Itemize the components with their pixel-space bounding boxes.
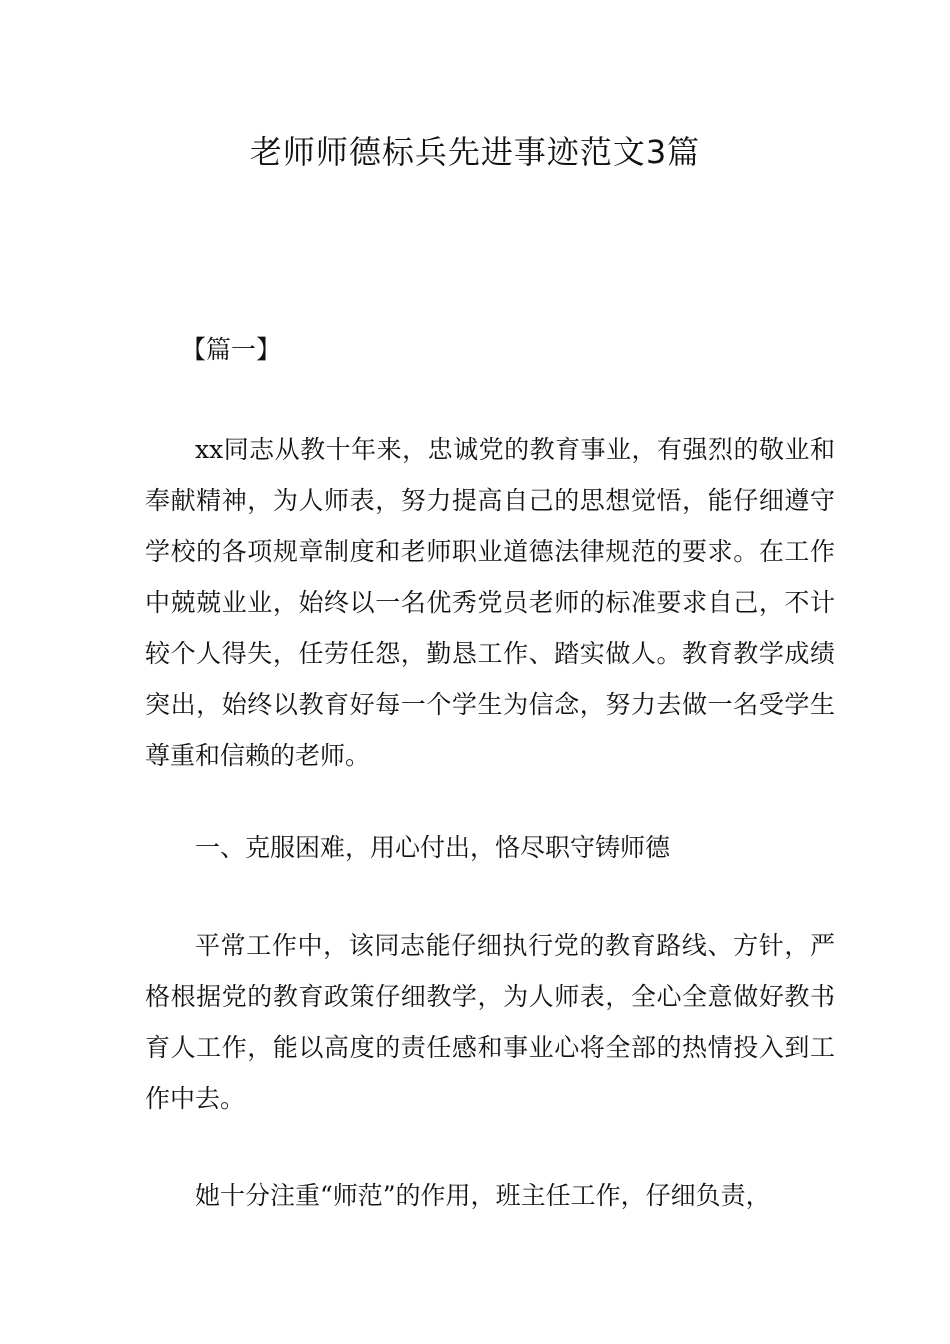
section-label: 【篇一】	[181, 335, 282, 364]
paragraph-intro: xx同志从教十年来，忠诚党的教育事业，有强烈的敬业和奉献精神，为人师表，努力提高自己的思想觉悟，能仔细遵守学校的各项规章制度和老师职业道德法律规范的要求。在工作中兢兢业业，始终以一名优秀党员老师的标准要求自己，不计较个人得失，任劳任怨，勤恳工作、踏实做人。教育教学成绩突出，始终以教育好每一个学生为信念，努力去做一名受学生尊重和信赖的老师。	[145, 435, 835, 770]
paragraph-class-teacher: 她十分注重“师范”的作用，班主任工作，仔细负责，	[195, 1181, 771, 1210]
paragraph-work: 平常工作中，该同志能仔细执行党的教育路线、方针，严格根据党的教育政策仔细教学，为人师表，全心全意做好教书育人工作，能以高度的责任感和事业心将全部的热情投入到工作中去。	[145, 931, 835, 1113]
document-title: 老师师德标兵先进事迹范文3篇	[249, 133, 701, 171]
subheading-one: 一、克服困难，用心付出，恪尽职守铸师德	[195, 833, 671, 862]
